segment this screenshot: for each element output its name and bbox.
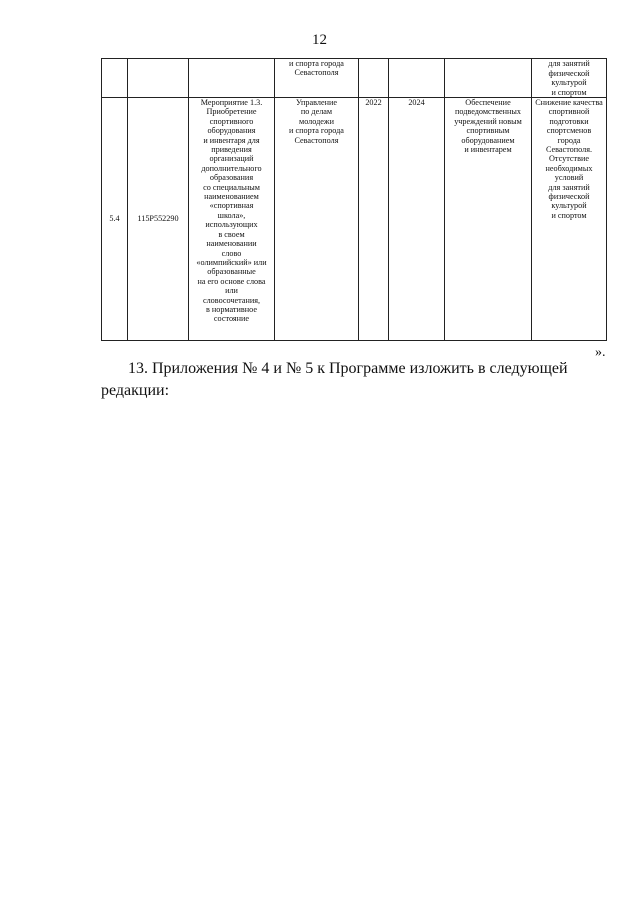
cell-text-line: спортивным <box>466 126 510 136</box>
cell-text-line: наименовании <box>206 239 257 249</box>
cell-text-line: со специальным <box>203 182 260 192</box>
page-number: 12 <box>312 32 327 48</box>
cell-text-line: и инвентарем <box>464 145 512 155</box>
cell-consequences <box>532 98 607 341</box>
cell-text-line: школа», <box>217 210 246 220</box>
cell-text-line: и спорта города <box>289 126 344 136</box>
cell-text-line: Отсутствие <box>549 154 589 164</box>
cell-text-line: образованные <box>207 267 256 277</box>
cell-text-line: Управление <box>295 98 338 107</box>
cell-text-line: словосочетания, <box>202 295 261 305</box>
cell-text-line: спортивной <box>548 107 590 117</box>
cell-row-number: 5.4 <box>102 98 128 341</box>
cell-text-line: Приобретение <box>206 107 257 117</box>
cell-empty <box>189 59 275 98</box>
closing-quote: ». <box>595 345 606 360</box>
cell-empty <box>128 59 189 98</box>
cell-empty <box>359 59 389 98</box>
cell-year-end: 2024 <box>389 98 445 341</box>
cell-text-line: и спорта города <box>289 59 344 68</box>
cell-text-line: в своем <box>218 229 245 239</box>
cell-empty <box>445 59 532 98</box>
cell-text-line: образования <box>209 173 254 183</box>
cell-text-line: физической <box>548 68 590 78</box>
program-table <box>101 58 607 341</box>
cell-budget-code: 115P552290 <box>128 98 189 341</box>
paragraph-13-continuation: редакции: <box>101 382 170 399</box>
cell-text-line: Севастополя <box>294 68 339 78</box>
cell-text-line: спортивного <box>209 116 254 126</box>
cell-result <box>445 98 532 341</box>
cell-text-line: и инвентаря для <box>203 135 260 145</box>
cell-empty <box>102 59 128 98</box>
cell-text-line: «спортивная <box>209 201 254 211</box>
cell-text-line: Снижение качества <box>535 98 603 107</box>
table-row-continuation <box>102 59 607 98</box>
paragraph-13: 13. Приложения № 4 и № 5 к Программе изложить в следующей <box>128 360 568 377</box>
cell-text-line: Севастополя. <box>545 145 593 155</box>
cell-text-line: приведения <box>211 145 252 155</box>
cell-executor-continuation <box>275 59 359 98</box>
cell-text-line: в нормативное <box>206 304 257 314</box>
cell-text-line: дополнительного <box>201 163 262 173</box>
cell-text-line: культурой <box>551 201 587 211</box>
cell-text-line: учреждений новым <box>454 116 522 126</box>
cell-text-line: Мероприятие 1.3. <box>200 98 263 107</box>
table-row <box>102 98 607 341</box>
cell-activity <box>189 98 275 341</box>
cell-text-line: организаций <box>209 154 254 164</box>
cell-text-line: для занятий <box>548 59 590 69</box>
cell-text-line: оборудованием <box>461 135 515 145</box>
cell-text-line: необходимых <box>545 163 593 173</box>
cell-consequences-continuation <box>532 59 607 98</box>
cell-text-line: состояние <box>213 314 250 324</box>
cell-text-line: и спортом <box>551 87 587 97</box>
cell-text-line: по делам <box>300 107 333 117</box>
cell-text-line: оборудования <box>207 126 256 136</box>
cell-text-line: Обеспечение <box>465 98 511 107</box>
cell-text-line: подготовки <box>549 116 589 126</box>
cell-text-line: города <box>557 135 581 145</box>
cell-text-line: «олимпийский» или <box>196 257 267 267</box>
cell-text-line: культурой <box>551 78 587 88</box>
cell-text-line: наименованием <box>204 192 259 202</box>
cell-text-line: слово <box>221 248 242 258</box>
cell-text-line: подведомственных <box>454 107 522 117</box>
cell-text-line: молодежи <box>299 116 334 126</box>
cell-text-line: на его основе слова <box>197 276 266 286</box>
cell-text-line: условий <box>554 173 584 183</box>
cell-executor <box>275 98 359 341</box>
cell-text-line: физической <box>548 192 590 202</box>
cell-text-line: Севастополя <box>294 135 339 145</box>
cell-text-line: или <box>225 286 238 296</box>
cell-text-line: спортсменов <box>546 126 592 136</box>
cell-text-line: и спортом <box>551 210 587 220</box>
cell-year-start: 2022 <box>359 98 389 341</box>
cell-text-line: использующих <box>205 220 258 230</box>
cell-text-line: для занятий <box>548 182 590 192</box>
cell-empty <box>389 59 445 98</box>
